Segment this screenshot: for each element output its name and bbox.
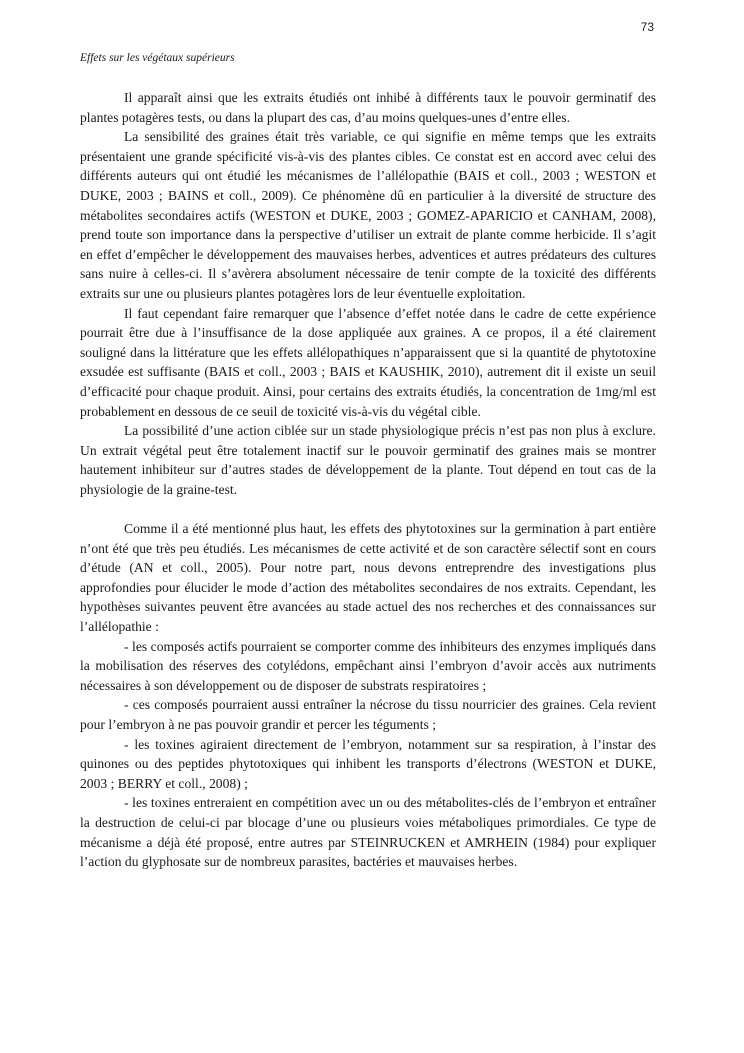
list-item: - ces composés pourraient aussi entraîner la nécrose du tissu nourricier des graines. Cela revient pour l’embryon à ne pas pouvoir grandir et percer les téguments ; bbox=[80, 697, 656, 732]
body-text bbox=[80, 88, 656, 872]
list-item: - les toxines agiraient directement de l’embryon, notamment sur sa respiration, à l’instar des quinones ou des peptides phytotoxiques qui inhibent les transports d’électrons (WESTON et DUKE, 2003 ; BERRY et coll., 2008) ; bbox=[80, 736, 656, 791]
page-number: 73 bbox=[640, 20, 654, 34]
paragraph: La possibilité d’une action ciblée sur un stade physiologique précis n’est pas non plus à exclure. Un extrait végétal peut être totalement inactif sur le pouvoir germinatif des graines mais se montrer hautement inhibiteur sur d’autres stades de développement de la plante. Tout dépend en tout cas de la physiologie de la graine-test. bbox=[80, 423, 656, 497]
running-header: Effets sur les végétaux supérieurs bbox=[80, 52, 235, 64]
paragraph: Il apparaît ainsi que les extraits étudiés ont inhibé à différents taux le pouvoir germinatif des plantes potagères tests, ou dans la plupart des cas, d’au moins quelques-unes d’entre elles. bbox=[80, 90, 656, 125]
list-item: - les toxines entreraient en compétition avec un ou des métabolites-clés de l’embryon et entraîner la destruction de celui-ci par blocage d’une ou plusieurs voies métaboliques primordiales. Ce type de mécanisme a déjà été proposé, entre autres par STEINRUCKEN et AMRHEIN (1984) pour expliquer l’action du glyphosate sur de nombreux parasites, bactéries et mauvaises herbes. bbox=[80, 795, 656, 870]
list-item: - les composés actifs pourraient se comporter comme des inhibiteurs des enzymes impliqués dans la mobilisation des réserves des cotylédons, empêchant ainsi l’embryon d’avoir accès aux nutriments nécessaires à son développement ou de disposer de substrats respiratoires ; bbox=[80, 638, 656, 693]
paragraph: Il faut cependant faire remarquer que l’absence d’effet notée dans le cadre de cette expérience pourrait être due à l’insuffisance de la dose appliquée aux graines. A ce propos, il a été clairement souligné dans la littérature que les effets allélopathiques n’apparaissent que si la quantité de phytotoxine exsudée est suffisante (BAIS et coll., 2003 ; BAIS et KAUSHIK, 2010), autrement dit il existe un seuil d’efficacité pour chaque produit. Ainsi, pour certains des extraits étudiés, la concentration de 1mg/ml est probablement en dessous de ce seuil de toxicité vis-à-vis du végétal cible. bbox=[80, 305, 656, 419]
paragraph: Comme il a été mentionné plus haut, les effets des phytotoxines sur la germination à part entière n’ont été que très peu étudiés. Les mécanismes de cette activité et de son caractère sélectif sont en cours d’étude (AN et coll., 2005). Pour notre part, nous devons entreprendre des investigations plus approfondies pour élucider le mode d’action des métabolites secondaires de nos extraits. Cependant, les hypothèses suivantes peuvent être avancées au stade actuel des nos recherches et des connaissances sur l’allélopathie : bbox=[80, 521, 656, 635]
paragraph: La sensibilité des graines était très variable, ce qui signifie en même temps que les extraits présentaient une grande spécificité vis-à-vis des plantes cibles. Ce constat est en accord avec celui des différents auteurs qui ont étudié les mécanismes de l’allélopathie (BAIS et coll., 2003 ; WESTON et DUKE, 2003 ; BAINS et coll., 2009). Ce phénomène dû en particulier à la diversité de structure des métabolites secondaires actifs (WESTON et DUKE, 2003 ; GOMEZ-APARICIO et CANHAM, 2008), prend toute son importance dans la perspective d’utiliser un extrait de plante comme herbicide. Il s’agit en effet d’empêcher le développement des mauvaises herbes, adventices et autres prédateurs des cultures sans nuire à celles-ci. Il s’avèrera absolument nécessaire de tenir compte de la toxicité des différents extraits sur une ou plusieurs plantes potagères lors de leur éventuelle exploitation. bbox=[80, 129, 656, 301]
